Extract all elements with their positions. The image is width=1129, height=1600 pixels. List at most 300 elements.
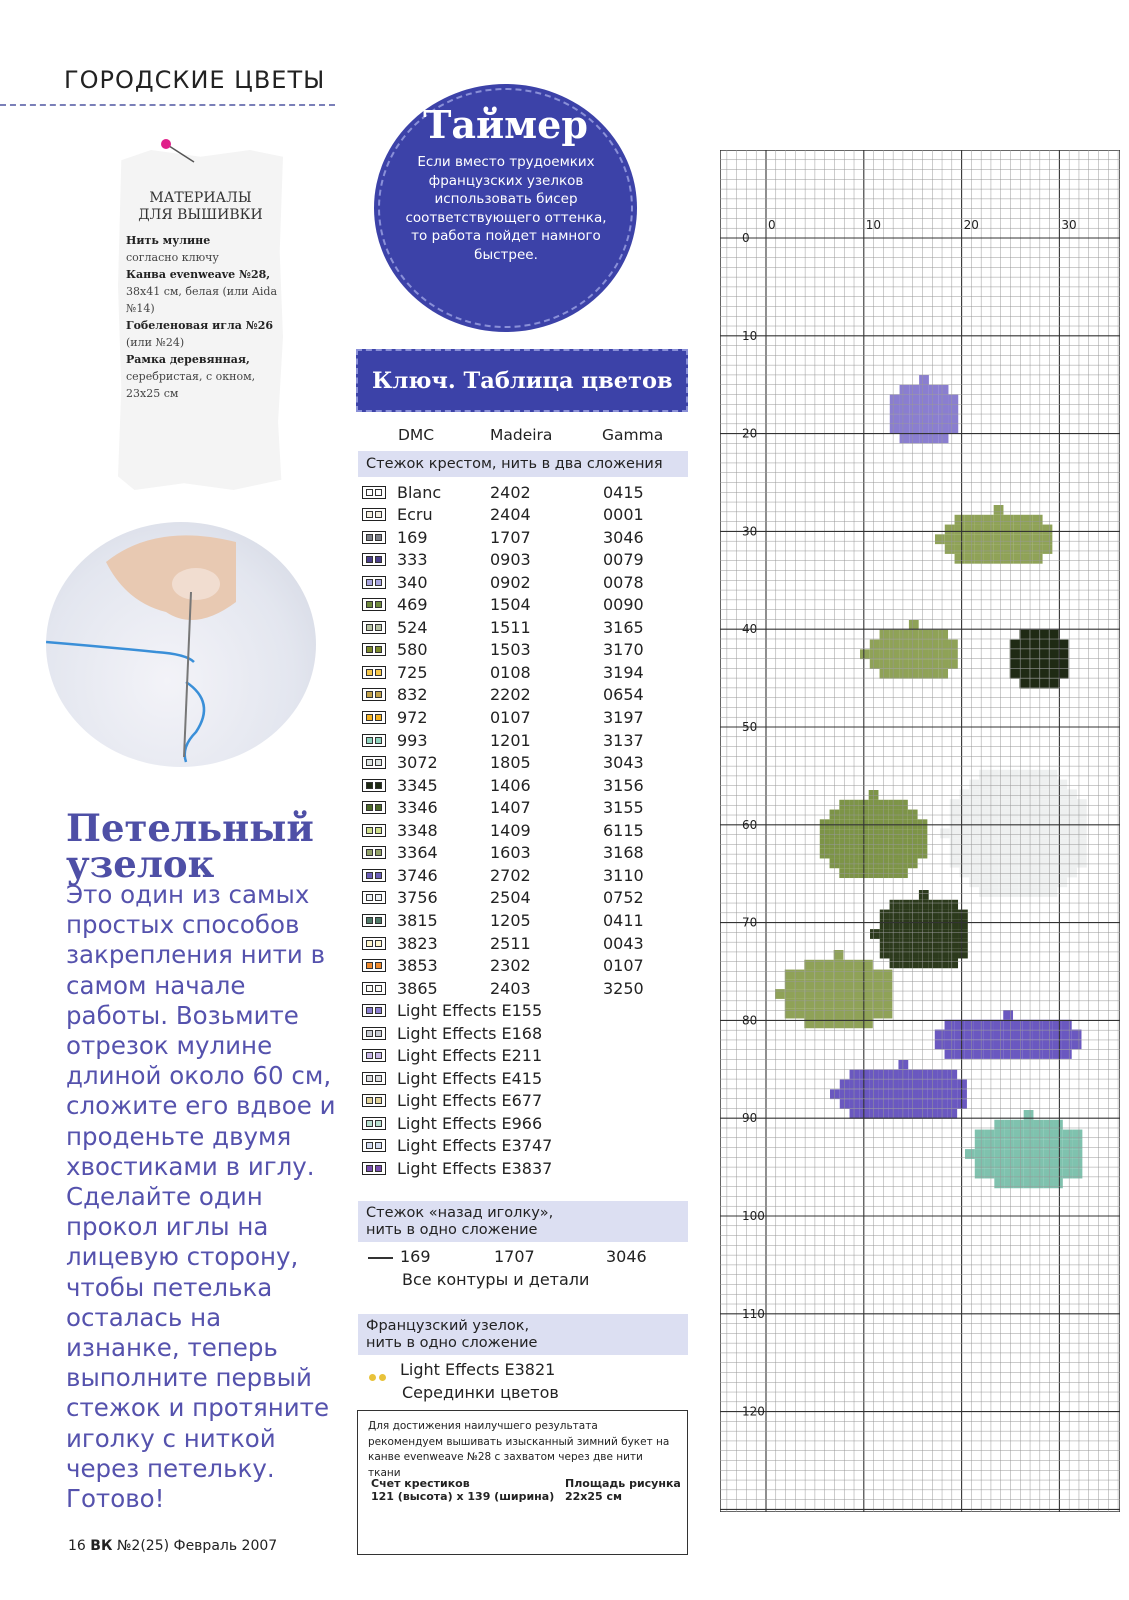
key-row xyxy=(362,774,663,796)
chart-flower-stitch xyxy=(948,404,958,414)
key-title: Ключ. Таблица цветов xyxy=(356,349,688,412)
thread-symbol-icon xyxy=(362,621,386,634)
chart-flower-stitch xyxy=(1008,809,1018,819)
chart-leaf-stitch xyxy=(873,970,883,980)
chart-leaf-stitch xyxy=(929,949,939,959)
chart-flower-stitch xyxy=(1062,1039,1072,1049)
chart-flower-stitch xyxy=(1077,838,1087,848)
chart-flower-stitch xyxy=(1018,848,1028,858)
chart-leaf-stitch xyxy=(945,534,955,544)
chart-flower-stitch xyxy=(939,395,949,405)
chart-leaf-stitch xyxy=(919,910,929,920)
chart-column-label: 0 xyxy=(768,218,776,232)
thread-symbol-icon xyxy=(362,959,386,972)
stitch-count xyxy=(371,1477,554,1503)
chart-leaf-stitch xyxy=(1023,525,1033,535)
chart-flower-stitch xyxy=(950,828,960,838)
chart-leaf-stitch xyxy=(929,900,939,910)
chart-flower-stitch xyxy=(1048,828,1058,838)
chart-leaf-stitch xyxy=(1059,649,1069,659)
chart-flower-stitch xyxy=(908,1109,918,1119)
chart-leaf-stitch xyxy=(974,525,984,535)
key-row-light-effects xyxy=(362,1022,542,1044)
chart-leaf-stitch xyxy=(984,544,994,554)
chart-leaf-stitch xyxy=(899,649,909,659)
chart-flower-stitch xyxy=(1028,848,1038,858)
chart-flower-stitch xyxy=(918,1099,928,1109)
chart-flower-stitch xyxy=(989,780,999,790)
chart-flower-stitch xyxy=(929,434,939,444)
chart-flower-stitch xyxy=(1042,1039,1052,1049)
chart-leaf-stitch xyxy=(880,910,890,920)
gamma-code: 3250 xyxy=(603,978,644,998)
key-row xyxy=(362,729,663,751)
chart-flower-stitch xyxy=(879,1070,889,1080)
thread-symbol-icon xyxy=(362,711,386,724)
chart-leaf-stitch xyxy=(804,989,814,999)
chart-leaf-stitch xyxy=(994,534,1004,544)
chart-flower-stitch xyxy=(918,1070,928,1080)
chart-flower-stitch xyxy=(1028,819,1038,829)
chart-row-label: 60 xyxy=(742,817,758,832)
chart-flower-stitch xyxy=(1057,877,1067,887)
french-knot-heading-line1: Французский узелок, xyxy=(366,1318,530,1334)
chart-flower-stitch xyxy=(1057,828,1067,838)
french-knot-heading xyxy=(358,1314,688,1355)
chart-flower-stitch xyxy=(900,434,910,444)
chart-leaf-stitch xyxy=(870,649,880,659)
chart-leaf-stitch xyxy=(870,929,880,939)
chart-leaf-stitch xyxy=(1020,630,1030,640)
thread-symbol-icon xyxy=(362,666,386,679)
chart-flower-stitch xyxy=(1008,770,1018,780)
chart-flower-stitch xyxy=(960,838,970,848)
chart-flower-stitch xyxy=(1048,819,1058,829)
chart-leaf-stitch xyxy=(919,649,929,659)
chart-row-label: 80 xyxy=(742,1013,758,1028)
chart-flower-stitch xyxy=(1018,868,1028,878)
key-row xyxy=(362,616,663,638)
chart-flower-stitch xyxy=(1018,770,1028,780)
chart-leaf-stitch xyxy=(909,939,919,949)
chart-leaf-stitch xyxy=(994,544,1004,554)
chart-flower-stitch xyxy=(1028,828,1038,838)
key-row xyxy=(362,549,663,571)
chart-leaf-stitch xyxy=(964,554,974,564)
light-effects-label: Light Effects E415 xyxy=(397,1068,543,1088)
material-detail: 38x41 см, белая (или Aida №14) xyxy=(126,285,278,315)
chart-leaf-stitch xyxy=(1039,659,1049,669)
chart-flower-stitch xyxy=(954,1030,964,1040)
madeira-code: 2702 xyxy=(490,865,531,885)
chart-leaf-stitch xyxy=(824,979,834,989)
key-row-light-effects xyxy=(362,1135,552,1157)
dmc-code: 3346 xyxy=(397,798,438,818)
chart-leaf-stitch xyxy=(785,1009,795,1019)
chart-flower-stitch xyxy=(979,799,989,809)
gamma-code: 3156 xyxy=(603,775,644,795)
chart-leaf-stitch xyxy=(883,989,893,999)
chart-flower-stitch xyxy=(969,828,979,838)
thread-symbol-icon xyxy=(362,1049,386,1062)
chart-leaf-stitch xyxy=(1049,630,1059,640)
gamma-code: 3110 xyxy=(603,865,644,885)
madeira-code: 0107 xyxy=(490,708,531,727)
chart-flower-stitch xyxy=(1072,1030,1082,1040)
key-row xyxy=(362,661,663,683)
chart-leaf-stitch xyxy=(853,970,863,980)
chart-leaf-stitch xyxy=(984,534,994,544)
chart-flower-stitch xyxy=(999,809,1009,819)
chart-flower-stitch xyxy=(1028,887,1038,897)
chart-flower-stitch xyxy=(929,385,939,395)
chart-leaf-stitch xyxy=(814,989,824,999)
chart-flower-stitch xyxy=(1038,789,1048,799)
backstitch-heading-line1: Стежок «назад иголку», xyxy=(366,1205,554,1221)
chart-leaf-stitch xyxy=(804,979,814,989)
madeira-code: 2511 xyxy=(490,933,531,953)
chart-leaf-stitch xyxy=(1023,515,1033,525)
chart-flower-stitch xyxy=(1013,1039,1023,1049)
chart-flower-stitch xyxy=(850,1070,860,1080)
chart-leaf-stitch xyxy=(994,554,1004,564)
chart-leaf-stitch xyxy=(843,960,853,970)
chart-leaf-stitch xyxy=(899,919,909,929)
chart-flower-stitch xyxy=(979,877,989,887)
chart-leaf-stitch xyxy=(948,929,958,939)
chart-leaf-stitch xyxy=(1059,659,1069,669)
chart-flower-stitch xyxy=(1067,838,1077,848)
chart-flower-stitch xyxy=(919,404,929,414)
chart-column-label: 20 xyxy=(963,218,979,232)
chart-flower-stitch xyxy=(947,1099,957,1109)
chart-leaf-stitch xyxy=(1039,640,1049,650)
chart-leaf-stitch xyxy=(883,1009,893,1019)
needle-photo-image xyxy=(46,522,316,767)
chart-flower-stitch xyxy=(1067,868,1077,878)
chart-leaf-stitch xyxy=(929,958,939,968)
chart-flower-stitch xyxy=(960,819,970,829)
chart-flower-stitch xyxy=(928,1109,938,1119)
chart-flower-stitch xyxy=(1018,828,1028,838)
chart-flower-stitch xyxy=(900,385,910,395)
chart-leaf-stitch xyxy=(1013,525,1023,535)
chart-leaf-stitch xyxy=(909,910,919,920)
thread-symbol-icon xyxy=(362,643,386,656)
chart-leaf-stitch xyxy=(1013,554,1023,564)
thread-symbol-icon xyxy=(362,982,386,995)
chart-leaf-stitch xyxy=(919,900,929,910)
chart-flower-stitch xyxy=(974,1049,984,1059)
chart-flower-stitch xyxy=(909,434,919,444)
chart-flower-stitch xyxy=(1023,1030,1033,1040)
chart-row-label: 110 xyxy=(742,1306,765,1321)
chart-flower-stitch xyxy=(929,424,939,434)
chart-flower-stitch xyxy=(939,385,949,395)
chart-flower-stitch xyxy=(960,868,970,878)
chart-leaf-stitch xyxy=(785,970,795,980)
chart-leaf-stitch xyxy=(964,525,974,535)
chart-leaf-stitch xyxy=(880,919,890,929)
chart-flower-stitch xyxy=(989,828,999,838)
key-row xyxy=(362,977,663,999)
chart-leaf-stitch xyxy=(909,949,919,959)
chart-flower-stitch xyxy=(1028,770,1038,780)
chart-flower-stitch xyxy=(898,1099,908,1109)
chart-leaf-stitch xyxy=(1033,554,1043,564)
chart-flower-stitch xyxy=(950,799,960,809)
chart-flower-stitch xyxy=(964,1030,974,1040)
chart-flower-stitch xyxy=(1038,868,1048,878)
chart-flower-stitch xyxy=(850,1089,860,1099)
chart-flower-stitch xyxy=(993,1039,1003,1049)
chart-leaf-stitch xyxy=(863,989,873,999)
chart-leaf-stitch xyxy=(880,949,890,959)
chart-flower-stitch xyxy=(929,404,939,414)
chart-flower-stitch xyxy=(999,858,1009,868)
backstitch-gamma: 3046 xyxy=(606,1247,647,1266)
key-row xyxy=(362,887,663,909)
chart-leaf-stitch xyxy=(1003,554,1013,564)
chart-leaf-stitch xyxy=(1029,669,1039,679)
chart-flower-stitch xyxy=(1018,780,1028,790)
chart-leaf-stitch xyxy=(958,910,968,920)
chart-flower-stitch xyxy=(950,819,960,829)
chart-leaf-stitch xyxy=(938,910,948,920)
chart-leaf-stitch xyxy=(938,630,948,640)
chart-leaf-stitch xyxy=(843,989,853,999)
chart-flower-stitch xyxy=(1072,1039,1082,1049)
chart-leaf-stitch xyxy=(880,640,890,650)
chart-leaf-stitch xyxy=(1033,544,1043,554)
chart-flower-stitch xyxy=(989,848,999,858)
chart-flower-stitch xyxy=(1028,868,1038,878)
chart-leaf-stitch xyxy=(1039,669,1049,679)
article-title-line2: узелок xyxy=(66,842,215,886)
material-detail: серебристая, с окном, 23x25 см xyxy=(126,370,256,400)
chart-flower-stitch xyxy=(1062,1020,1072,1030)
chart-leaf-stitch xyxy=(843,979,853,989)
chart-leaf-stitch xyxy=(909,640,919,650)
stitch-count-value: 121 (высота) x 139 (ширина) xyxy=(371,1490,555,1503)
chart-leaf-stitch xyxy=(785,989,795,999)
chart-leaf-stitch xyxy=(1020,640,1030,650)
thread-symbol-icon xyxy=(362,553,386,566)
chart-leaf-stitch xyxy=(785,979,795,989)
chart-flower-stitch xyxy=(989,868,999,878)
dmc-code: 3348 xyxy=(397,820,438,840)
chart-leaf-stitch xyxy=(1023,554,1033,564)
chart-flower-stitch xyxy=(979,780,989,790)
chart-flower-stitch xyxy=(989,838,999,848)
thread-symbol-icon xyxy=(362,756,386,769)
chart-flower-stitch xyxy=(1003,1030,1013,1040)
chart-leaf-stitch xyxy=(880,649,890,659)
chart-leaf-stitch xyxy=(1003,544,1013,554)
chart-leaf-stitch xyxy=(1010,640,1020,650)
chart-flower-stitch xyxy=(890,404,900,414)
chart-row-label: 30 xyxy=(742,524,758,539)
chart-leaf-stitch xyxy=(1029,649,1039,659)
chart-flower-stitch xyxy=(1038,770,1048,780)
material-item xyxy=(126,232,278,266)
dmc-code: 3072 xyxy=(397,753,438,773)
chart-leaf-stitch xyxy=(938,939,948,949)
chart-leaf-stitch xyxy=(909,669,919,679)
chart-leaf-stitch xyxy=(795,970,805,980)
chart-leaf-stitch xyxy=(1049,659,1059,669)
chart-flower-stitch xyxy=(947,1080,957,1090)
light-effects-label: Light Effects E3747 xyxy=(397,1136,553,1156)
dmc-code: 333 xyxy=(397,550,428,570)
design-area-value: 22x25 см xyxy=(565,1490,623,1503)
chart-flower-stitch xyxy=(919,395,929,405)
chart-flower-stitch xyxy=(1042,1030,1052,1040)
chart-leaf-stitch xyxy=(929,939,939,949)
key-row xyxy=(362,864,663,886)
chart-flower-stitch xyxy=(898,1070,908,1080)
chart-leaf-stitch xyxy=(775,989,785,999)
chart-flower-stitch xyxy=(979,868,989,878)
chart-flower-stitch xyxy=(979,838,989,848)
french-knot-icon xyxy=(369,1366,389,1385)
chart-leaf-stitch xyxy=(938,669,948,679)
madeira-code: 1805 xyxy=(490,753,531,773)
materials-list xyxy=(126,232,278,402)
chart-leaf-stitch xyxy=(899,630,909,640)
gamma-code: 0415 xyxy=(603,482,644,502)
chart-leaf-stitch xyxy=(919,929,929,939)
chart-leaf-stitch xyxy=(938,640,948,650)
gamma-code: 3194 xyxy=(603,662,644,682)
chart-flower-stitch xyxy=(919,414,929,424)
dmc-code: 469 xyxy=(397,595,428,615)
chart-leaf-stitch xyxy=(938,900,948,910)
chart-flower-stitch xyxy=(1003,1039,1013,1049)
dmc-code: 3345 xyxy=(397,775,438,795)
chart-flower-stitch xyxy=(989,877,999,887)
chart-leaf-stitch xyxy=(955,544,965,554)
chart-leaf-stitch xyxy=(899,929,909,939)
magazine-logo: ВК xyxy=(90,1538,113,1554)
chart-flower-stitch xyxy=(1038,848,1048,858)
chart-column-label: 10 xyxy=(865,218,882,232)
chart-flower-stitch xyxy=(964,1049,974,1059)
chart-flower-stitch xyxy=(938,1099,948,1109)
chart-leaf-stitch xyxy=(883,970,893,980)
chart-leaf-stitch xyxy=(984,515,994,525)
chart-flower-stitch xyxy=(1033,1049,1043,1059)
chart-leaf-stitch xyxy=(870,659,880,669)
chart-leaf-stitch xyxy=(994,515,1004,525)
madeira-code: 0903 xyxy=(490,550,531,570)
chart-leaf-stitch xyxy=(964,534,974,544)
chart-flower-stitch xyxy=(939,424,949,434)
chart-leaf-stitch xyxy=(880,659,890,669)
chart-flower-stitch xyxy=(1008,838,1018,848)
madeira-code: 1603 xyxy=(490,843,531,863)
chart-flower-stitch xyxy=(1008,799,1018,809)
chart-leaf-stitch xyxy=(890,958,900,968)
chart-flower-stitch xyxy=(869,1109,879,1119)
key-row xyxy=(362,797,663,819)
chart-leaf-stitch xyxy=(919,949,929,959)
key-row xyxy=(362,504,663,526)
chart-leaf-stitch xyxy=(948,910,958,920)
chart-flower-stitch xyxy=(954,1039,964,1049)
chart-leaf-stitch xyxy=(880,939,890,949)
chart-flower-stitch xyxy=(929,395,939,405)
chart-flower-stitch xyxy=(989,887,999,897)
chart-flower-stitch xyxy=(960,789,970,799)
chart-flower-stitch xyxy=(1048,770,1058,780)
madeira-code: 2302 xyxy=(490,956,531,976)
chart-flower-stitch xyxy=(909,385,919,395)
madeira-code: 2504 xyxy=(490,888,531,908)
chart-flower-stitch xyxy=(999,789,1009,799)
chart-leaf-stitch xyxy=(889,659,899,669)
chart-leaf-stitch xyxy=(795,1009,805,1019)
chart-leaf-stitch xyxy=(1020,679,1030,689)
chart-leaf-stitch xyxy=(919,939,929,949)
chart-leaf-stitch xyxy=(1029,630,1039,640)
chart-flower-stitch xyxy=(928,1070,938,1080)
chart-flower-stitch xyxy=(945,1049,955,1059)
key-row xyxy=(362,932,663,954)
chart-leaf-stitch xyxy=(1010,669,1020,679)
chart-flower-stitch xyxy=(850,1080,860,1090)
chart-flower-stitch xyxy=(974,1039,984,1049)
backstitch-note: Все контуры и детали xyxy=(402,1270,590,1289)
madeira-code: 2403 xyxy=(490,978,531,998)
chart-flower-stitch xyxy=(1038,819,1048,829)
chart-flower-stitch xyxy=(1038,799,1048,809)
chart-leaf-stitch xyxy=(1039,630,1049,640)
cross-stitch-heading: Стежок крестом, нить в два сложения xyxy=(358,451,688,477)
key-row xyxy=(362,481,663,503)
chart-leaf-stitch xyxy=(795,989,805,999)
chart-flower-stitch xyxy=(1028,809,1038,819)
chart-flower-stitch xyxy=(909,395,919,405)
dmc-code: 993 xyxy=(397,730,428,750)
chart-flower-stitch xyxy=(960,848,970,858)
chart-leaf-stitch xyxy=(919,890,929,900)
chart-flower-stitch xyxy=(1008,828,1018,838)
chart-leaf-stitch xyxy=(1020,659,1030,669)
chart-leaf-stitch xyxy=(929,910,939,920)
chart-leaf-stitch xyxy=(843,999,853,1009)
thread-symbol-icon xyxy=(362,1072,386,1085)
chart-leaf-stitch xyxy=(1043,544,1053,554)
chart-leaf-stitch xyxy=(853,979,863,989)
madeira-code: 2202 xyxy=(490,685,531,705)
material-item xyxy=(126,351,278,402)
chart-leaf-stitch xyxy=(890,919,900,929)
chart-flower-stitch xyxy=(989,809,999,819)
chart-flower-stitch xyxy=(1008,877,1018,887)
chart-leaf-stitch xyxy=(899,669,909,679)
chart-flower-stitch xyxy=(993,1030,1003,1040)
chart-flower-stitch xyxy=(889,1070,899,1080)
dmc-code: 725 xyxy=(397,662,428,682)
chart-flower-stitch xyxy=(1038,858,1048,868)
gamma-code: 0078 xyxy=(603,572,644,592)
chart-flower-stitch xyxy=(1033,1030,1043,1040)
chart-flower-stitch xyxy=(1048,780,1058,790)
chart-flower-stitch xyxy=(979,770,989,780)
chart-leaf-stitch xyxy=(948,958,958,968)
chart-leaf-stitch xyxy=(1049,669,1059,679)
